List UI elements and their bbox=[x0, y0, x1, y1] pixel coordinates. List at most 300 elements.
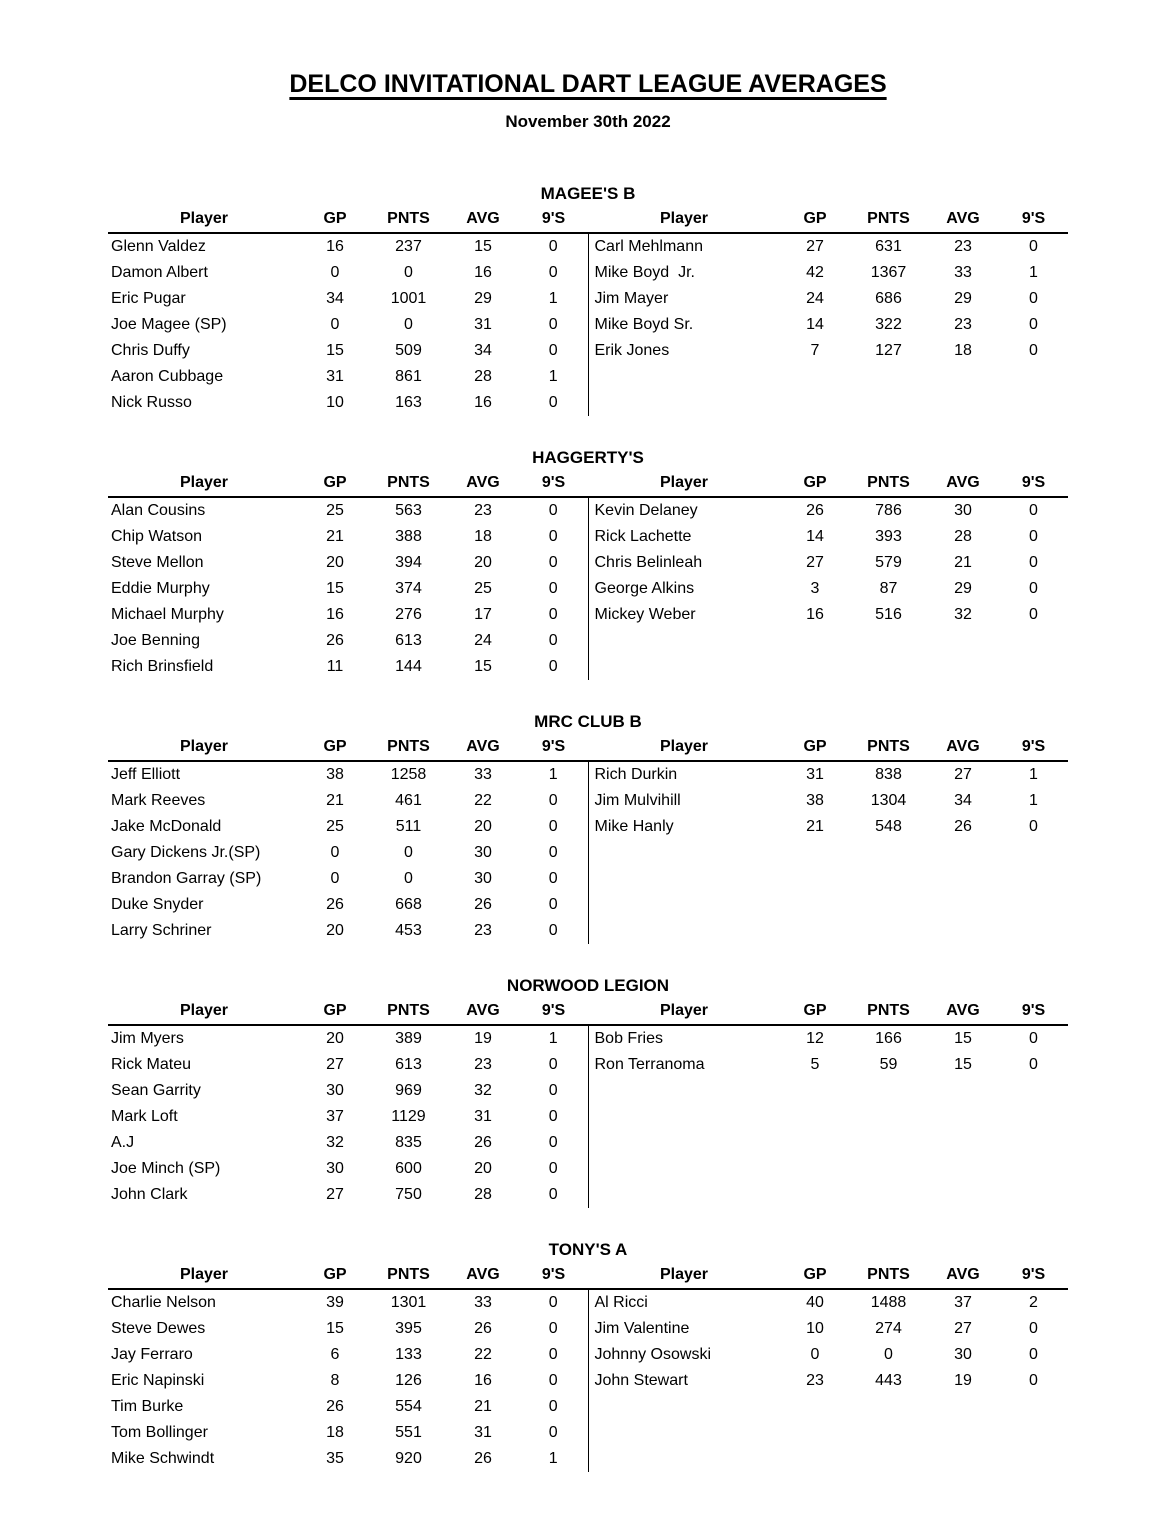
avg-cell bbox=[927, 840, 999, 866]
table-row bbox=[108, 1446, 1068, 1472]
pnts-cell: 237 bbox=[395, 238, 422, 255]
pnts-cell: 388 bbox=[395, 528, 422, 545]
avg-cell: 24 bbox=[474, 632, 492, 649]
pnts-cell bbox=[850, 628, 927, 654]
nines-cell: 1 bbox=[1029, 264, 1038, 281]
gp-cell: 15 bbox=[326, 1320, 344, 1337]
nines-cell bbox=[999, 628, 1068, 654]
player-name-cell: Steve Mellon bbox=[111, 554, 204, 571]
gp-cell bbox=[780, 654, 850, 680]
column-header: GP bbox=[323, 1002, 347, 1019]
nines-cell: 0 bbox=[1029, 528, 1038, 545]
nines-cell: 0 bbox=[1029, 606, 1038, 623]
table-row bbox=[108, 286, 1068, 312]
gp-cell bbox=[780, 628, 850, 654]
table-row bbox=[108, 260, 1068, 286]
pnts-cell: 453 bbox=[395, 922, 422, 939]
gp-cell: 21 bbox=[326, 792, 344, 809]
header-row bbox=[108, 1262, 1068, 1289]
nines-cell bbox=[999, 390, 1068, 416]
avg-cell bbox=[927, 892, 999, 918]
nines-cell: 0 bbox=[548, 238, 558, 255]
gp-cell bbox=[780, 1182, 850, 1208]
nines-cell: 0 bbox=[548, 1056, 558, 1073]
player-name-cell bbox=[588, 1420, 780, 1446]
averages-table bbox=[108, 734, 1068, 944]
column-header: PNTS bbox=[387, 1002, 430, 1019]
nines-cell bbox=[999, 654, 1068, 680]
gp-cell: 32 bbox=[326, 1134, 344, 1151]
player-name-cell: Jim Mulvihill bbox=[588, 788, 780, 814]
player-name-cell: A.J bbox=[111, 1134, 135, 1151]
averages-table bbox=[108, 1262, 1068, 1472]
team-name: MRC CLUB B bbox=[534, 712, 642, 731]
column-header: AVG bbox=[946, 738, 980, 755]
nines-cell: 0 bbox=[548, 1372, 558, 1389]
nines-cell: 0 bbox=[548, 1346, 558, 1363]
nines-cell: 0 bbox=[548, 658, 558, 675]
pnts-cell: 861 bbox=[395, 368, 422, 385]
avg-cell bbox=[927, 918, 999, 944]
avg-cell bbox=[927, 390, 999, 416]
table-row bbox=[108, 1394, 1068, 1420]
player-name-cell bbox=[588, 1130, 780, 1156]
table-row bbox=[108, 1368, 1068, 1394]
avg-cell: 28 bbox=[474, 368, 492, 385]
column-header: AVG bbox=[466, 474, 500, 491]
pnts-cell bbox=[850, 364, 927, 390]
player-name-cell: Chris Duffy bbox=[111, 342, 190, 359]
nines-cell: 0 bbox=[548, 1424, 558, 1441]
gp-cell: 24 bbox=[806, 290, 824, 307]
player-name-cell bbox=[588, 390, 780, 416]
player-name-cell bbox=[588, 840, 780, 866]
nines-cell: 0 bbox=[548, 528, 558, 545]
column-header: PNTS bbox=[867, 474, 910, 491]
team-name: HAGGERTY'S bbox=[532, 448, 644, 467]
player-name-cell: Brandon Garray (SP) bbox=[111, 870, 262, 887]
pnts-cell bbox=[850, 1130, 927, 1156]
avg-cell: 26 bbox=[474, 1134, 492, 1151]
player-name-cell: John Clark bbox=[111, 1186, 188, 1203]
pnts-cell bbox=[850, 866, 927, 892]
gp-cell: 39 bbox=[326, 1294, 344, 1311]
column-header: Player bbox=[179, 738, 229, 755]
avg-cell: 31 bbox=[474, 1424, 492, 1441]
nines-cell: 0 bbox=[548, 1186, 558, 1203]
player-name-cell: Carl Mehlmann bbox=[588, 233, 780, 260]
column-header: GP bbox=[323, 474, 347, 491]
gp-cell: 0 bbox=[810, 1346, 820, 1363]
page-title-text: DELCO INVITATIONAL DART LEAGUE AVERAGES bbox=[289, 70, 887, 98]
avg-cell: 20 bbox=[474, 554, 492, 571]
nines-cell: 0 bbox=[548, 580, 558, 597]
table-body bbox=[108, 1025, 1068, 1208]
averages-table bbox=[108, 998, 1068, 1208]
pnts-cell: 322 bbox=[875, 316, 902, 333]
nines-cell bbox=[999, 892, 1068, 918]
gp-cell: 21 bbox=[806, 818, 824, 835]
player-name-cell bbox=[588, 364, 780, 390]
avg-cell: 18 bbox=[954, 342, 972, 359]
pnts-cell: 835 bbox=[395, 1134, 422, 1151]
column-header: PNTS bbox=[867, 1002, 910, 1019]
header-row bbox=[108, 998, 1068, 1025]
gp-cell: 0 bbox=[330, 264, 340, 281]
nines-cell: 2 bbox=[1029, 1294, 1038, 1311]
nines-cell: 1 bbox=[548, 1030, 558, 1047]
player-name-cell bbox=[588, 1104, 780, 1130]
table-row bbox=[108, 524, 1068, 550]
pnts-cell: 276 bbox=[395, 606, 422, 623]
table-row bbox=[108, 497, 1068, 524]
column-header: AVG bbox=[946, 474, 980, 491]
avg-cell: 21 bbox=[474, 1398, 492, 1415]
player-name-cell: Rick Mateu bbox=[111, 1056, 192, 1073]
player-name-cell: Mickey Weber bbox=[588, 602, 780, 628]
player-name-cell: Rich Durkin bbox=[588, 761, 780, 788]
nines-cell: 0 bbox=[548, 922, 558, 939]
player-name-cell bbox=[588, 892, 780, 918]
player-name-cell: Chip Watson bbox=[111, 528, 202, 545]
avg-cell bbox=[927, 1078, 999, 1104]
gp-cell: 40 bbox=[806, 1294, 824, 1311]
pnts-cell bbox=[850, 1394, 927, 1420]
player-name-cell: Ron Terranoma bbox=[588, 1052, 780, 1078]
gp-cell: 30 bbox=[326, 1082, 344, 1099]
pnts-cell: 461 bbox=[395, 792, 422, 809]
avg-cell: 16 bbox=[474, 264, 492, 281]
column-header: Player bbox=[659, 738, 709, 755]
player-name-cell: Eric Napinski bbox=[111, 1372, 205, 1389]
table-row bbox=[108, 788, 1068, 814]
table-row bbox=[108, 761, 1068, 788]
nines-cell: 0 bbox=[1029, 1346, 1038, 1363]
nines-cell: 0 bbox=[1029, 342, 1038, 359]
player-name-cell: Alan Cousins bbox=[111, 502, 206, 519]
column-header: Player bbox=[659, 210, 709, 227]
nines-cell bbox=[999, 1104, 1068, 1130]
pnts-cell: 395 bbox=[395, 1320, 422, 1337]
player-name-cell: Michael Murphy bbox=[111, 606, 224, 623]
gp-cell: 30 bbox=[326, 1160, 344, 1177]
pnts-cell: 393 bbox=[875, 528, 902, 545]
gp-cell: 21 bbox=[326, 528, 344, 545]
player-name-cell: Charlie Nelson bbox=[111, 1294, 216, 1311]
table-row bbox=[108, 602, 1068, 628]
player-name-cell: Damon Albert bbox=[111, 264, 208, 281]
gp-cell: 12 bbox=[806, 1030, 824, 1047]
player-name-cell: Bob Fries bbox=[588, 1025, 780, 1052]
pnts-cell bbox=[850, 1446, 927, 1472]
nines-cell: 0 bbox=[1029, 1320, 1038, 1337]
gp-cell: 25 bbox=[326, 502, 344, 519]
nines-cell: 0 bbox=[548, 1294, 558, 1311]
nines-cell: 0 bbox=[1029, 1056, 1038, 1073]
nines-cell bbox=[999, 364, 1068, 390]
gp-cell: 23 bbox=[806, 1372, 824, 1389]
avg-cell: 23 bbox=[474, 1056, 492, 1073]
avg-cell: 33 bbox=[474, 1294, 492, 1311]
gp-cell: 14 bbox=[806, 316, 824, 333]
pnts-cell: 686 bbox=[875, 290, 902, 307]
pnts-cell: 668 bbox=[395, 896, 422, 913]
column-header: Player bbox=[179, 1266, 229, 1283]
column-header: PNTS bbox=[387, 1266, 430, 1283]
player-name-cell: Mark Loft bbox=[111, 1108, 178, 1125]
player-name-cell: Nick Russo bbox=[111, 394, 192, 411]
player-name-cell: Jay Ferraro bbox=[111, 1346, 193, 1363]
team-name: MAGEE'S B bbox=[540, 184, 636, 203]
gp-cell bbox=[780, 840, 850, 866]
pnts-cell: 127 bbox=[875, 342, 902, 359]
nines-cell: 0 bbox=[548, 870, 558, 887]
pnts-cell: 0 bbox=[404, 316, 413, 333]
player-name-cell: Mike Boyd Sr. bbox=[588, 312, 780, 338]
table-row bbox=[108, 233, 1068, 260]
column-header: 9'S bbox=[1021, 738, 1046, 755]
pnts-cell: 1488 bbox=[870, 1294, 907, 1311]
nines-cell: 0 bbox=[548, 264, 558, 281]
avg-cell: 17 bbox=[474, 606, 492, 623]
avg-cell bbox=[927, 866, 999, 892]
pnts-cell: 1367 bbox=[870, 264, 907, 281]
gp-cell bbox=[780, 390, 850, 416]
nines-cell: 0 bbox=[1029, 818, 1038, 835]
nines-cell: 0 bbox=[548, 844, 558, 861]
player-name-cell: Rich Brinsfield bbox=[111, 658, 214, 675]
nines-cell: 1 bbox=[548, 290, 558, 307]
pnts-cell: 969 bbox=[395, 1082, 422, 1099]
avg-cell: 22 bbox=[474, 1346, 492, 1363]
pnts-cell: 579 bbox=[875, 554, 902, 571]
avg-cell bbox=[927, 1446, 999, 1472]
gp-cell bbox=[780, 1394, 850, 1420]
gp-cell: 27 bbox=[806, 554, 824, 571]
gp-cell: 26 bbox=[326, 1398, 344, 1415]
pnts-cell: 0 bbox=[404, 870, 413, 887]
player-name-cell: Jim Valentine bbox=[588, 1316, 780, 1342]
player-name-cell: Aaron Cubbage bbox=[111, 368, 224, 385]
gp-cell bbox=[780, 1156, 850, 1182]
avg-cell: 22 bbox=[474, 792, 492, 809]
player-name-cell: Joe Magee (SP) bbox=[111, 316, 227, 333]
gp-cell: 15 bbox=[326, 342, 344, 359]
column-header: PNTS bbox=[867, 1266, 910, 1283]
pnts-cell: 1001 bbox=[390, 290, 427, 307]
table-row bbox=[108, 312, 1068, 338]
nines-cell: 0 bbox=[1029, 502, 1038, 519]
table-row bbox=[108, 1316, 1068, 1342]
avg-cell bbox=[927, 1394, 999, 1420]
column-header: AVG bbox=[466, 1002, 500, 1019]
table-body bbox=[108, 497, 1068, 680]
pnts-cell: 274 bbox=[875, 1320, 902, 1337]
player-name-cell: Sean Garrity bbox=[111, 1082, 201, 1099]
nines-cell: 0 bbox=[1029, 580, 1038, 597]
table-row bbox=[108, 866, 1068, 892]
table-row bbox=[108, 1342, 1068, 1368]
pnts-cell: 166 bbox=[875, 1030, 902, 1047]
player-name-cell: Jeff Elliott bbox=[111, 766, 181, 783]
column-header: AVG bbox=[466, 738, 500, 755]
pnts-cell: 163 bbox=[395, 394, 422, 411]
gp-cell bbox=[780, 918, 850, 944]
pnts-cell: 374 bbox=[395, 580, 422, 597]
player-name-cell: Al Ricci bbox=[588, 1289, 780, 1316]
avg-cell bbox=[927, 1130, 999, 1156]
column-header: Player bbox=[179, 210, 229, 227]
pnts-cell: 144 bbox=[395, 658, 422, 675]
gp-cell: 27 bbox=[326, 1056, 344, 1073]
column-header: 9'S bbox=[541, 1002, 566, 1019]
avg-cell: 26 bbox=[954, 818, 972, 835]
nines-cell: 0 bbox=[1029, 316, 1038, 333]
table-row bbox=[108, 1104, 1068, 1130]
avg-cell: 15 bbox=[954, 1030, 972, 1047]
avg-cell bbox=[927, 654, 999, 680]
avg-cell bbox=[927, 364, 999, 390]
column-header: PNTS bbox=[867, 738, 910, 755]
team-section bbox=[108, 710, 1068, 944]
table-row bbox=[108, 1052, 1068, 1078]
avg-cell: 34 bbox=[474, 342, 492, 359]
avg-cell: 32 bbox=[474, 1082, 492, 1099]
table-row bbox=[108, 1130, 1068, 1156]
gp-cell: 20 bbox=[326, 922, 344, 939]
avg-cell: 30 bbox=[954, 1346, 972, 1363]
pnts-cell bbox=[850, 1078, 927, 1104]
table-row bbox=[108, 576, 1068, 602]
avg-cell bbox=[927, 1182, 999, 1208]
gp-cell bbox=[780, 1420, 850, 1446]
column-header: AVG bbox=[946, 1266, 980, 1283]
column-header: GP bbox=[323, 210, 347, 227]
player-name-cell: Eddie Murphy bbox=[111, 580, 210, 597]
nines-cell bbox=[999, 1156, 1068, 1182]
avg-cell: 15 bbox=[954, 1056, 972, 1073]
table-row bbox=[108, 654, 1068, 680]
pnts-cell: 509 bbox=[395, 342, 422, 359]
pnts-cell: 1258 bbox=[390, 766, 427, 783]
player-name-cell bbox=[588, 918, 780, 944]
avg-cell: 23 bbox=[954, 316, 972, 333]
player-name-cell bbox=[588, 1156, 780, 1182]
table-row bbox=[108, 550, 1068, 576]
gp-cell bbox=[780, 892, 850, 918]
gp-cell: 6 bbox=[330, 1346, 340, 1363]
nines-cell: 1 bbox=[1029, 792, 1038, 809]
avg-cell: 23 bbox=[474, 502, 492, 519]
gp-cell: 42 bbox=[806, 264, 824, 281]
nines-cell bbox=[999, 1394, 1068, 1420]
table-row bbox=[108, 1289, 1068, 1316]
team-name: TONY'S A bbox=[548, 1240, 628, 1259]
player-name-cell: Chris Belinleah bbox=[588, 550, 780, 576]
column-header: GP bbox=[803, 738, 827, 755]
column-header: Player bbox=[659, 1266, 709, 1283]
table-row bbox=[108, 1078, 1068, 1104]
pnts-cell: 838 bbox=[875, 766, 902, 783]
pnts-cell: 786 bbox=[875, 502, 902, 519]
nines-cell: 0 bbox=[548, 502, 558, 519]
player-name-cell: Larry Schriner bbox=[111, 922, 212, 939]
avg-cell: 31 bbox=[474, 1108, 492, 1125]
avg-cell: 19 bbox=[954, 1372, 972, 1389]
nines-cell bbox=[999, 1182, 1068, 1208]
page-title bbox=[0, 0, 1176, 99]
nines-cell: 0 bbox=[548, 1134, 558, 1151]
nines-cell bbox=[999, 1446, 1068, 1472]
column-header: GP bbox=[803, 474, 827, 491]
nines-cell: 0 bbox=[1029, 1372, 1038, 1389]
team-section bbox=[108, 182, 1068, 416]
avg-cell: 21 bbox=[954, 554, 972, 571]
avg-cell: 29 bbox=[954, 580, 972, 597]
header-row bbox=[108, 470, 1068, 497]
nines-cell: 0 bbox=[548, 1320, 558, 1337]
column-header: Player bbox=[659, 1002, 709, 1019]
column-header: AVG bbox=[466, 210, 500, 227]
averages-table bbox=[108, 470, 1068, 680]
gp-cell bbox=[780, 866, 850, 892]
gp-cell: 0 bbox=[330, 316, 340, 333]
gp-cell: 35 bbox=[326, 1450, 344, 1467]
gp-cell: 16 bbox=[326, 606, 344, 623]
gp-cell: 0 bbox=[330, 870, 340, 887]
pnts-cell: 548 bbox=[875, 818, 902, 835]
table-row bbox=[108, 338, 1068, 364]
gp-cell: 7 bbox=[810, 342, 820, 359]
pnts-cell bbox=[850, 892, 927, 918]
avg-cell bbox=[927, 628, 999, 654]
gp-cell bbox=[780, 1446, 850, 1472]
nines-cell: 0 bbox=[548, 896, 558, 913]
gp-cell: 26 bbox=[806, 502, 824, 519]
player-name-cell: Jim Myers bbox=[111, 1030, 184, 1047]
nines-cell: 0 bbox=[548, 606, 558, 623]
avg-cell: 28 bbox=[954, 528, 972, 545]
player-name-cell: Duke Snyder bbox=[111, 896, 204, 913]
nines-cell: 0 bbox=[548, 632, 558, 649]
gp-cell: 5 bbox=[810, 1056, 820, 1073]
pnts-cell: 600 bbox=[395, 1160, 422, 1177]
column-header: PNTS bbox=[867, 210, 910, 227]
nines-cell: 0 bbox=[548, 554, 558, 571]
gp-cell: 34 bbox=[326, 290, 344, 307]
avg-cell: 23 bbox=[954, 238, 972, 255]
table-row bbox=[108, 918, 1068, 944]
team-section bbox=[108, 974, 1068, 1208]
column-header: 9'S bbox=[1021, 1266, 1046, 1283]
gp-cell: 38 bbox=[806, 792, 824, 809]
avg-cell: 34 bbox=[954, 792, 972, 809]
player-name-cell: Steve Dewes bbox=[111, 1320, 206, 1337]
gp-cell: 27 bbox=[806, 238, 824, 255]
nines-cell: 0 bbox=[548, 792, 558, 809]
nines-cell: 1 bbox=[548, 766, 558, 783]
avg-cell: 20 bbox=[474, 1160, 492, 1177]
nines-cell: 0 bbox=[1029, 554, 1038, 571]
pnts-cell: 394 bbox=[395, 554, 422, 571]
pnts-cell: 133 bbox=[395, 1346, 422, 1363]
player-name-cell: Mark Reeves bbox=[111, 792, 206, 809]
avg-cell: 16 bbox=[474, 394, 492, 411]
gp-cell: 11 bbox=[326, 658, 344, 675]
gp-cell: 16 bbox=[806, 606, 824, 623]
table-row bbox=[108, 1156, 1068, 1182]
nines-cell bbox=[999, 918, 1068, 944]
